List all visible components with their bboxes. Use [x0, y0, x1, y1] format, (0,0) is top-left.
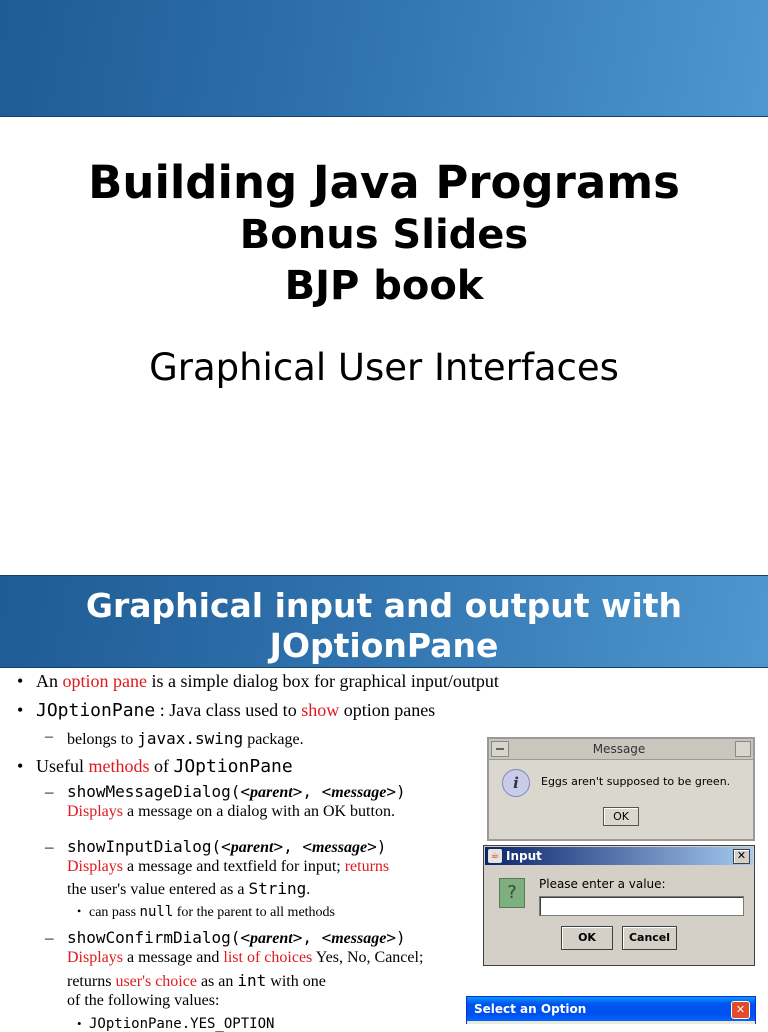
slide-heading-line2: JOptionPane: [269, 626, 499, 665]
method-show-input-dialog: showInputDialog(<parent>, <message>): [67, 837, 387, 856]
title-banner: [0, 0, 768, 117]
message-dialog-titlebar: [489, 739, 753, 760]
bullet-icon: •: [17, 671, 24, 691]
method-show-confirm-desc: Displays a message and list of choices Yes, No, Cancel;: [67, 949, 424, 966]
message-dialog-text: Eggs aren't supposed to be green.: [541, 775, 731, 788]
bullet-icon: •: [17, 700, 24, 720]
window-close-box-icon[interactable]: [735, 741, 751, 757]
slide-heading-line1: Graphical input and output with: [85, 586, 683, 625]
message-dialog: [487, 737, 755, 841]
close-icon[interactable]: ✕: [731, 1001, 750, 1019]
input-dialog: [483, 845, 755, 966]
dash-icon: –: [45, 837, 54, 856]
message-dialog-title: Message: [592, 742, 646, 756]
input-dialog-title: Input: [506, 849, 542, 863]
sub-bullet-yes-option: JOptionPane.YES_OPTION: [89, 1016, 275, 1032]
input-cancel-button[interactable]: Cancel: [622, 926, 677, 950]
sub-bullet-null-parent: can pass null for the parent to all methods: [89, 904, 335, 920]
close-icon[interactable]: ✕: [733, 849, 750, 864]
method-show-input-desc: Displays a message and textfield for input; returns: [67, 858, 390, 875]
dash-icon: –: [45, 782, 54, 801]
dash-icon: –: [45, 928, 54, 947]
input-dialog-titlebar: [485, 847, 753, 865]
bullet-useful-methods: Useful methods of JOptionPane: [36, 756, 293, 777]
slide-header: [0, 575, 768, 668]
input-ok-button[interactable]: OK: [561, 926, 613, 950]
method-show-confirm-desc-3: of the following values:: [67, 992, 220, 1009]
bullet-joptionpane-class: JOptionPane : Java class used to show option panes: [36, 700, 436, 721]
input-dialog-textfield[interactable]: [539, 896, 744, 916]
question-icon: ?: [499, 878, 525, 908]
confirm-dialog-title: Select an Option: [474, 1002, 587, 1016]
slide-subtitle: Graphical User Interfaces: [149, 346, 619, 389]
bullet-icon: •: [17, 756, 24, 776]
dash-icon: –: [45, 728, 53, 745]
method-show-confirm-desc-2: returns user's choice as an int with one: [67, 971, 326, 990]
confirm-dialog: [466, 996, 756, 1024]
method-show-message-dialog: showMessageDialog(<parent>, <message>): [67, 782, 406, 801]
window-menu-icon[interactable]: [491, 741, 509, 757]
method-show-message-desc: Displays a message on a dialog with an OK button.: [67, 803, 395, 820]
slide-title-line2: Bonus Slides: [239, 212, 529, 258]
method-show-confirm-dialog: showConfirmDialog(<parent>, <message>): [67, 928, 406, 947]
slide-title-line1: Building Java Programs: [88, 156, 680, 209]
info-icon: i: [502, 769, 530, 797]
sub-bullet-package: belongs to javax.swing package.: [67, 729, 304, 748]
bullet-option-pane: An option pane is a simple dialog box for graphical input/output: [36, 671, 499, 691]
bullet-icon: •: [77, 904, 82, 918]
message-ok-button[interactable]: OK: [603, 807, 639, 826]
java-cup-icon: ☕: [488, 849, 502, 863]
method-show-input-desc-2: the user's value entered as a String.: [67, 879, 311, 898]
slide-title-line3: BJP book: [284, 263, 484, 309]
input-dialog-prompt: Please enter a value:: [539, 877, 666, 891]
bullet-icon: •: [77, 1016, 82, 1031]
confirm-dialog-titlebar: [467, 997, 755, 1021]
